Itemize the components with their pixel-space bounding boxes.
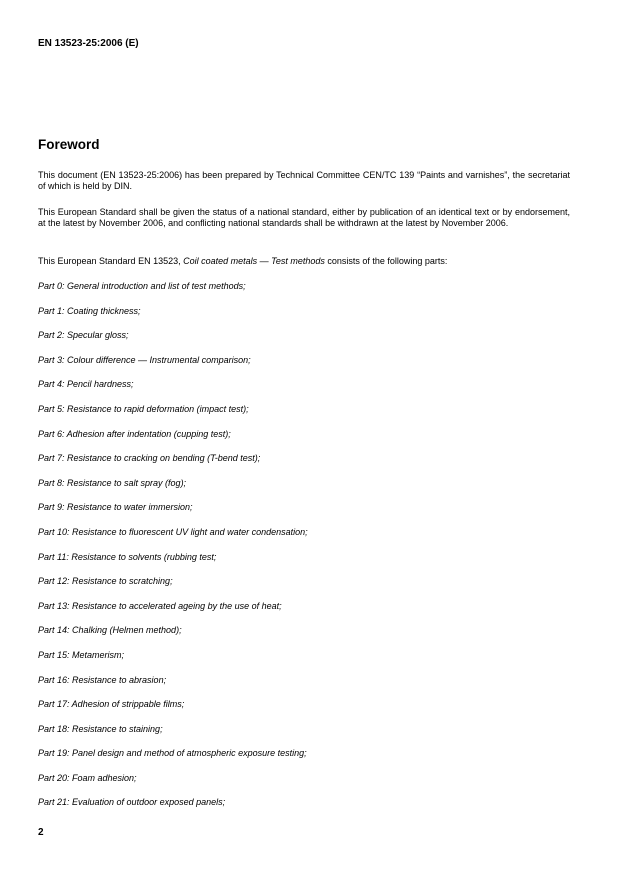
part-item: Part 16: Resistance to abrasion; [38, 674, 167, 685]
part-item: Part 5: Resistance to rapid deformation (impact test); [38, 403, 249, 414]
part-item: Part 18: Resistance to staining; [38, 723, 163, 734]
part-item: Part 2: Specular gloss; [38, 330, 129, 341]
part-item: Part 17: Adhesion of strippable films; [38, 699, 185, 710]
paragraph-3-lead: This European Standard EN 13523, [38, 256, 184, 266]
part-item: Part 4: Pencil hardness; [38, 379, 134, 390]
part-item: Part 14: Chalking (Helmen method); [38, 625, 182, 636]
paragraph-3-tail: consists of the following parts: [324, 256, 448, 266]
document-header: EN 13523-25:2006 (E) [38, 38, 139, 49]
part-item: Part 12: Resistance to scratching; [38, 576, 173, 587]
standard-title: Coil coated metals — Test methods [183, 256, 325, 266]
section-title: Foreword [38, 137, 100, 152]
part-item: Part 6: Adhesion after indentation (cupping test); [38, 428, 231, 439]
part-item: Part 13: Resistance to accelerated ageing by the use of heat; [38, 600, 282, 611]
part-item: Part 21: Evaluation of outdoor exposed panels; [38, 797, 226, 808]
part-item: Part 1: Coating thickness; [38, 305, 141, 316]
page-number: 2 [38, 827, 44, 838]
part-item: Part 3: Colour difference — Instrumental comparison; [38, 354, 251, 365]
part-item: Part 10: Resistance to fluorescent UV light and water condensation; [38, 526, 308, 537]
parts-list [38, 281, 308, 822]
part-item: Part 11: Resistance to solvents (rubbing test; [38, 551, 217, 562]
part-item: Part 19: Panel design and method of atmospheric exposure testing; [38, 748, 307, 759]
part-item: Part 20: Foam adhesion; [38, 772, 137, 783]
part-item: Part 15: Metamerism; [38, 649, 125, 660]
foreword-paragraph-3 [38, 256, 570, 267]
part-item: Part 9: Resistance to water immersion; [38, 502, 193, 513]
part-item: Part 8: Resistance to salt spray (fog); [38, 477, 187, 488]
foreword-paragraph-2: This European Standard shall be given the status of a national standard, either by publication of an identical text or by endorsement, at the latest by November 2006, and conflicting national standards shall be withdrawn at the latest by November 2006. [38, 207, 570, 228]
part-item: Part 0: General introduction and list of test methods; [38, 281, 246, 291]
foreword-paragraph-1: This document (EN 13523-25:2006) has been prepared by Technical Committee CEN/TC 139 “Paints and varnishes”, the secretariat of which is held by DIN. [38, 170, 570, 191]
part-item: Part 7: Resistance to cracking on bending (T-bend test); [38, 453, 261, 464]
